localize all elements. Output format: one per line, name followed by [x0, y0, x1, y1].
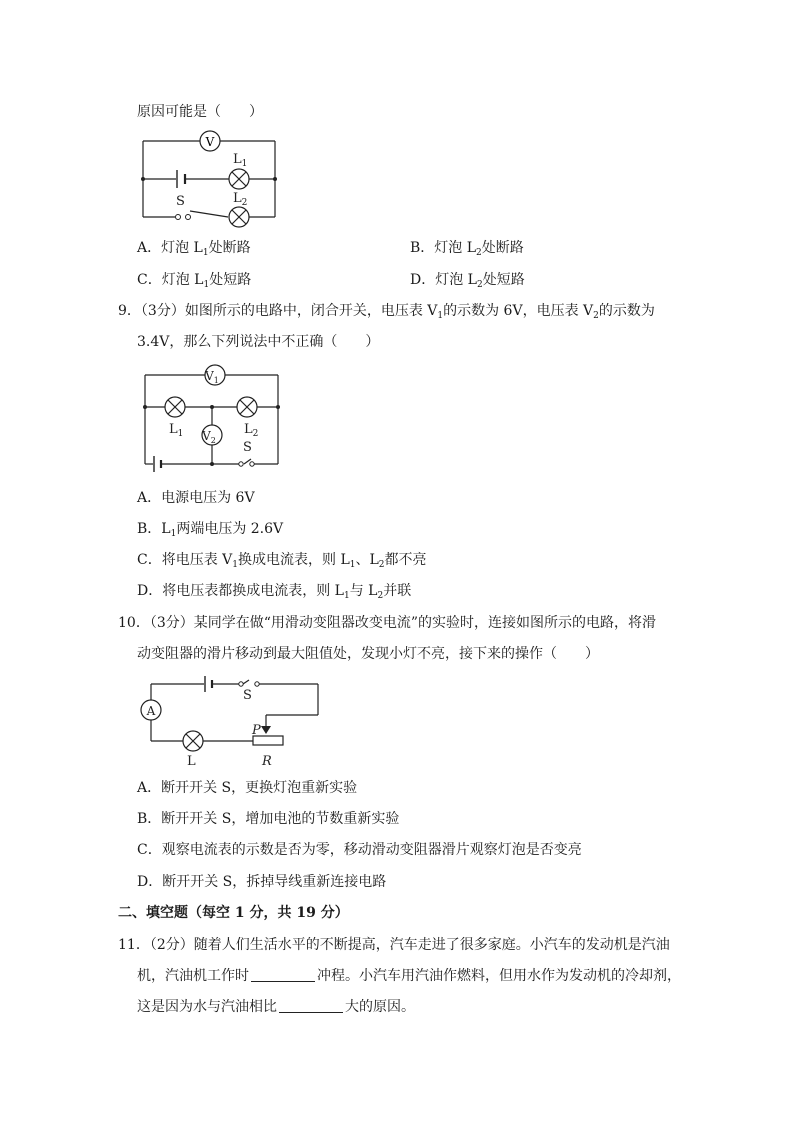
q9-option-b: B．$L_1$两端电压为 2.6V — [137, 521, 284, 539]
switch-icon — [176, 215, 191, 220]
q8-stem-tail: 原因可能是（ ） — [137, 104, 263, 120]
battery-icon — [205, 676, 212, 692]
lamp-l2-icon — [229, 207, 249, 227]
lamp-l1-label: $L_1$ — [169, 422, 184, 439]
q8-option-c: C．灯泡 $L_1$处短路 — [137, 272, 252, 290]
q11-stem-line1: 11．（2分）随着人们生活水平的不断提高，汽车走进了很多家庭。小汽车的发动机是汽油 — [118, 937, 670, 953]
svg-text:V: V — [205, 135, 215, 149]
voltmeter-v2-icon — [201, 425, 222, 445]
q9-stem-line1: 9．（3分）如图所示的电路中，闭合开关，电压表 $V_1$的示数为 6V，电压表 $V_2$的示数为 — [118, 303, 655, 321]
lamp-l2-label: $L_2$ — [244, 422, 259, 439]
switch-label: S — [243, 440, 252, 455]
svg-text:A: A — [146, 704, 156, 718]
q9-stem-line2: 3.4V，那么下列说法中不正确（ ） — [137, 334, 380, 350]
q11-blank-1[interactable] — [251, 967, 315, 982]
lamp-l2-icon — [237, 397, 257, 417]
slider-label: P — [252, 723, 261, 738]
lamp-icon — [183, 731, 203, 751]
q10-stem-line2: 动变阻器的滑片移动到最大阻值处，发现小灯不亮，接下来的操作（ ） — [137, 646, 599, 662]
svg-text:V2: $V_2$ — [202, 429, 216, 445]
voltmeter-icon — [200, 131, 220, 151]
q9-option-c: C．将电压表 $V_1$换成电流表，则 $L_1$、$L_2$都不亮 — [137, 552, 427, 570]
switch-label: S — [176, 194, 185, 209]
q10-stem-line1: 10．（3分）某同学在做“用滑动变阻器改变电流”的实验时，连接如图所示的电路，将滑 — [118, 615, 657, 631]
lamp-l1-label: $L_1$ — [233, 152, 248, 169]
q11-stem-line2: 机，汽油机工作时 冲程。小汽车用汽油作燃料，但用水作为发动机的冷却剂， — [137, 968, 681, 984]
q8-option-b: B．灯泡 $L_2$处断路 — [410, 240, 524, 258]
q9-option-d: D．将电压表都换成电流表，则 $L_1$与 $L_2$并联 — [137, 583, 412, 601]
switch-icon — [239, 682, 259, 686]
q11-stem-line3: 这是因为水与汽油相比 大的原因。 — [137, 999, 415, 1015]
switch-label: S — [243, 688, 252, 703]
voltmeter-v1-icon — [204, 365, 225, 385]
slider-arrow-icon — [261, 726, 271, 734]
q8-circuit-diagram — [138, 128, 308, 230]
q10-option-d: D．断开开关 S，拆掉导线重新连接电路 — [137, 874, 387, 890]
q10-option-a: A．断开开关 S，更换灯泡重新实验 — [137, 780, 358, 796]
q8-option-d: D．灯泡 $L_2$处短路 — [410, 272, 525, 290]
q8-option-a: A．灯泡 $L_1$处断路 — [137, 240, 251, 258]
lamp-l2-label: $L_2$ — [233, 191, 248, 208]
section-fill-in-title: 二、填空题（每空 1 分，共 19 分） — [118, 905, 349, 921]
battery-icon — [177, 170, 185, 188]
q9-option-a: A．电源电压为 6V — [137, 490, 255, 506]
ammeter-icon — [141, 700, 161, 720]
q10-circuit-diagram — [137, 674, 327, 770]
lamp-l1-icon — [229, 169, 249, 189]
lamp-label: L — [187, 754, 196, 769]
q11-blank-2[interactable] — [279, 998, 343, 1013]
q10-option-b: B．断开开关 S，增加电池的节数重新实验 — [137, 811, 400, 827]
q9-circuit-diagram — [143, 363, 288, 471]
lamp-l1-icon — [165, 397, 185, 417]
battery-icon — [154, 456, 161, 472]
resistor-label: R — [262, 754, 272, 769]
svg-text:V1: $V_1$ — [205, 369, 219, 385]
q10-option-c: C．观察电流表的示数是否为零，移动滑动变阻器滑片观察灯泡是否变亮 — [137, 842, 582, 858]
